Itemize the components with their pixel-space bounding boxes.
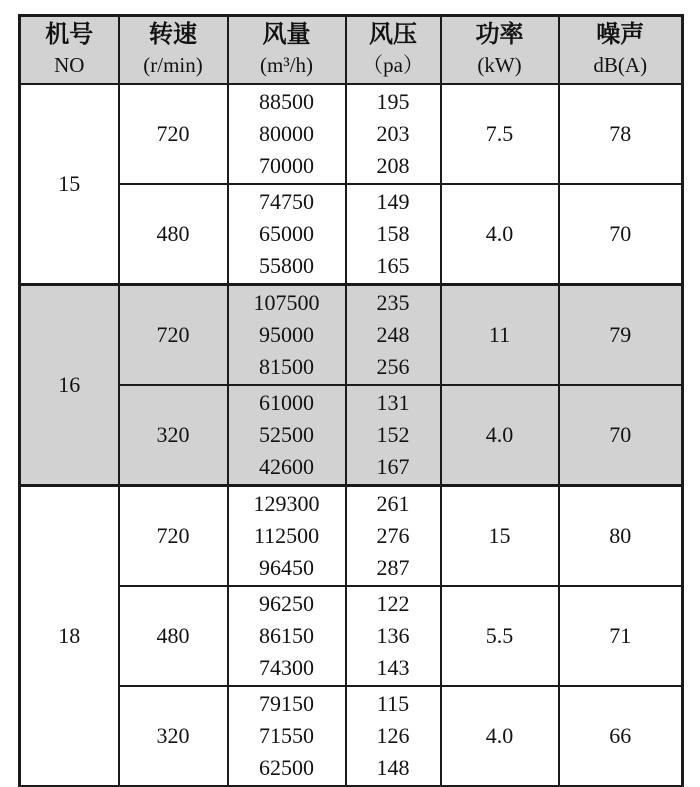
airflow-value: 112500 — [253, 523, 320, 548]
power-cell: 4.0 — [441, 184, 559, 285]
pressure-value: 115 — [376, 691, 410, 716]
pressure-value: 122 — [376, 591, 410, 616]
pressure-value: 256 — [376, 354, 410, 379]
header-machine-no-label: 机号 — [45, 22, 94, 48]
machine-no-cell: 15 — [20, 84, 119, 285]
row-no15-720 — [20, 84, 683, 184]
header-speed-label: 转速 — [149, 22, 197, 48]
row-no18-480 — [20, 586, 683, 686]
header-power-unit: (kW) — [477, 53, 522, 77]
airflow-cell — [228, 84, 346, 184]
pressure-cell — [346, 184, 441, 285]
airflow-value: 96450 — [259, 555, 314, 580]
airflow-value: 88500 — [259, 89, 314, 114]
power-cell: 7.5 — [441, 84, 559, 184]
pressure-cell — [346, 486, 441, 587]
airflow-value: 42600 — [259, 454, 314, 479]
speed-cell: 320 — [119, 686, 228, 787]
speed-cell: 720 — [119, 84, 228, 184]
pressure-value: 208 — [376, 153, 410, 178]
header-pressure-label: 风压 — [369, 22, 417, 48]
airflow-value: 107500 — [253, 290, 320, 315]
speed-cell: 480 — [119, 586, 228, 686]
airflow-value: 86150 — [259, 623, 314, 648]
header-noise-unit: dB(A) — [593, 53, 648, 77]
airflow-value: 70000 — [259, 153, 314, 178]
header-airflow — [228, 16, 346, 85]
pressure-cell — [346, 84, 441, 184]
power-cell: 5.5 — [441, 586, 559, 686]
pressure-value: 167 — [376, 454, 410, 479]
header-speed-unit: (r/min) — [143, 53, 203, 77]
airflow-value: 62500 — [259, 755, 314, 780]
airflow-value: 61000 — [259, 390, 314, 415]
pressure-value: 195 — [376, 89, 410, 114]
header-noise — [559, 16, 683, 85]
pressure-cell — [346, 586, 441, 686]
pressure-value: 126 — [376, 723, 410, 748]
noise-cell: 79 — [559, 285, 683, 386]
airflow-value: 79150 — [259, 691, 314, 716]
airflow-cell — [228, 486, 346, 587]
airflow-value: 65000 — [259, 221, 314, 246]
pressure-value: 148 — [376, 755, 410, 780]
header-airflow-label: 风量 — [262, 22, 311, 48]
header-power-label: 功率 — [475, 22, 524, 48]
pressure-cell — [346, 285, 441, 386]
pressure-value: 287 — [376, 555, 410, 580]
row-no16-320 — [20, 385, 683, 486]
airflow-value: 74750 — [259, 189, 314, 214]
airflow-value: 96250 — [259, 591, 314, 616]
fan-spec-table — [18, 14, 684, 787]
pressure-value: 158 — [376, 221, 410, 246]
pressure-value: 261 — [376, 491, 410, 516]
machine-no-cell: 16 — [20, 285, 119, 486]
noise-cell: 71 — [559, 586, 683, 686]
airflow-value: 55800 — [259, 253, 314, 278]
airflow-cell — [228, 285, 346, 386]
noise-cell: 70 — [559, 385, 683, 486]
header-machine-no — [20, 16, 119, 85]
airflow-value: 95000 — [259, 322, 314, 347]
power-cell: 4.0 — [441, 385, 559, 486]
noise-cell: 70 — [559, 184, 683, 285]
speed-cell: 720 — [119, 285, 228, 386]
header-noise-label: 噪声 — [596, 22, 645, 48]
header-pressure-unit: （pa） — [362, 53, 424, 77]
row-no16-720 — [20, 285, 683, 386]
header-row — [20, 16, 683, 85]
airflow-value: 71550 — [259, 723, 314, 748]
airflow-value: 81500 — [259, 354, 314, 379]
pressure-value: 203 — [376, 121, 410, 146]
row-no15-480 — [20, 184, 683, 285]
airflow-cell — [228, 184, 346, 285]
power-cell: 11 — [441, 285, 559, 386]
airflow-value: 74300 — [259, 655, 314, 680]
machine-no-cell: 18 — [20, 486, 119, 787]
pressure-value: 149 — [376, 189, 410, 214]
pressure-cell — [346, 385, 441, 486]
airflow-value: 129300 — [253, 491, 320, 516]
pressure-value: 276 — [376, 523, 410, 548]
noise-cell: 80 — [559, 486, 683, 587]
pressure-cell — [346, 686, 441, 787]
row-no18-720 — [20, 486, 683, 587]
pressure-value: 165 — [376, 253, 410, 278]
pressure-value: 235 — [376, 290, 410, 315]
noise-cell: 66 — [559, 686, 683, 787]
power-cell: 15 — [441, 486, 559, 587]
speed-cell: 320 — [119, 385, 228, 486]
pressure-value: 143 — [376, 655, 410, 680]
pressure-value: 131 — [376, 390, 410, 415]
header-pressure — [346, 16, 441, 85]
airflow-value: 52500 — [259, 422, 314, 447]
power-cell: 4.0 — [441, 686, 559, 787]
airflow-cell — [228, 586, 346, 686]
pressure-value: 136 — [376, 623, 410, 648]
speed-cell: 720 — [119, 486, 228, 587]
header-machine-no-unit: NO — [54, 53, 85, 77]
header-airflow-unit: (m³/h) — [260, 53, 313, 77]
pressure-value: 248 — [376, 322, 410, 347]
noise-cell: 78 — [559, 84, 683, 184]
header-speed — [119, 16, 228, 85]
airflow-cell — [228, 686, 346, 787]
row-no18-320 — [20, 686, 683, 787]
header-power — [441, 16, 559, 85]
airflow-value: 80000 — [259, 121, 314, 146]
airflow-cell — [228, 385, 346, 486]
speed-cell: 480 — [119, 184, 228, 285]
pressure-value: 152 — [376, 422, 410, 447]
